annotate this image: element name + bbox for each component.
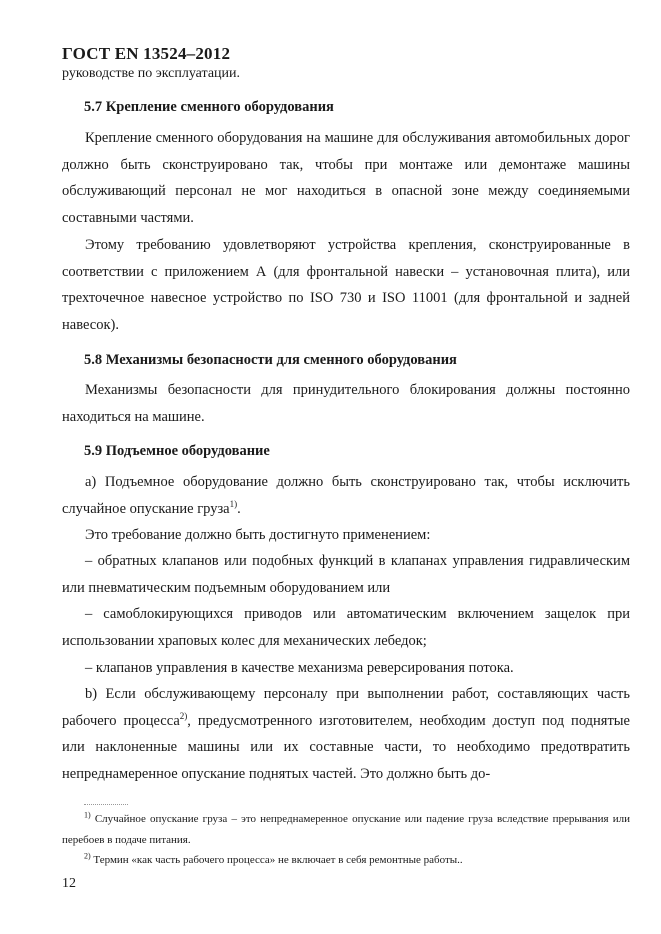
footnote-1 bbox=[62, 809, 630, 851]
continuation-text: руководстве по эксплуатации. bbox=[62, 66, 241, 81]
list-item: – клапанов управления в качестве механизма реверсирования потока. bbox=[85, 660, 514, 676]
list-item: – самоблокирующихся приводов или автоматическим включением защелок при использовании храповых колес для механических лебедок; bbox=[62, 606, 630, 649]
requirement-intro: Это требование должно быть достигнуто применением: bbox=[85, 527, 431, 543]
footnote-2-text: Термин «как часть рабочего процесса» не включает в себя ремонтные работы.. bbox=[90, 854, 463, 866]
footnote-2-marker: 2) bbox=[84, 851, 91, 861]
section-5-7-paragraph-1: Крепление сменного оборудования на машине для обслуживания автомобильных дорог должно быть сконструировано так, чтобы при монтаже или демонтаже машины обслуживающий персонал не мог находиться в опасной зоне между соединяемыми составными частями. bbox=[62, 130, 630, 226]
section-5-9-paragraph-a bbox=[62, 469, 630, 522]
footnote-1-text: Случайное опускание груза – это непреднамеренное опускание или падение груза вследствие прерывания или перебоев в подаче питания. bbox=[62, 813, 630, 846]
footnote-ref-2: 2) bbox=[179, 710, 188, 721]
footnote-1-marker: 1) bbox=[84, 810, 91, 820]
section-5-9-heading: 5.9 Подъемное оборудование bbox=[84, 443, 270, 459]
paragraph-a-end: . bbox=[237, 500, 241, 517]
section-5-8-heading: 5.8 Механизмы безопасности для сменного оборудования bbox=[84, 352, 457, 368]
document-code: ГОСТ EN 13524–2012 bbox=[62, 44, 231, 63]
footnote-2 bbox=[62, 850, 630, 871]
section-5-9-paragraph-b bbox=[62, 681, 630, 787]
section-5-7-paragraph-2: Этому требованию удовлетворяют устройства крепления, сконструированные в соответствии с приложением А (для фронтальной навески – установочная плита), или трехточечное навесное устройство по ISO 730 и ISO 11001 (для фронтальной и задней навесок). bbox=[62, 237, 630, 333]
footnote-ref-1: 1) bbox=[229, 498, 238, 509]
paragraph-b-end: , предусмотренного изготовителем, необходим доступ под поднятые или наклоненные машины или их составные части, то необходимо предотвратить непреднамеренное опускание поднятых частей. Это должно быть до- bbox=[62, 712, 630, 782]
section-5-7-heading: 5.7 Крепление сменного оборудования bbox=[84, 99, 334, 115]
page-number: 12 bbox=[62, 876, 76, 891]
list-item: – обратных клапанов или подобных функций в клапанах управления гидравлическим или пневматическим подъемным оборудованием или bbox=[62, 553, 630, 596]
paragraph-b-text: b) Если обслуживающему персоналу при выполнении работ, составляющих часть рабочего процесса bbox=[62, 686, 630, 729]
footnote-divider bbox=[84, 804, 128, 805]
section-5-8-paragraph-1: Механизмы безопасности для принудительного блокирования должны постоянно находиться на машине. bbox=[62, 382, 630, 425]
paragraph-a-text: а) Подъемное оборудование должно быть сконструировано так, чтобы исключить случайное опускание груза bbox=[62, 474, 630, 517]
